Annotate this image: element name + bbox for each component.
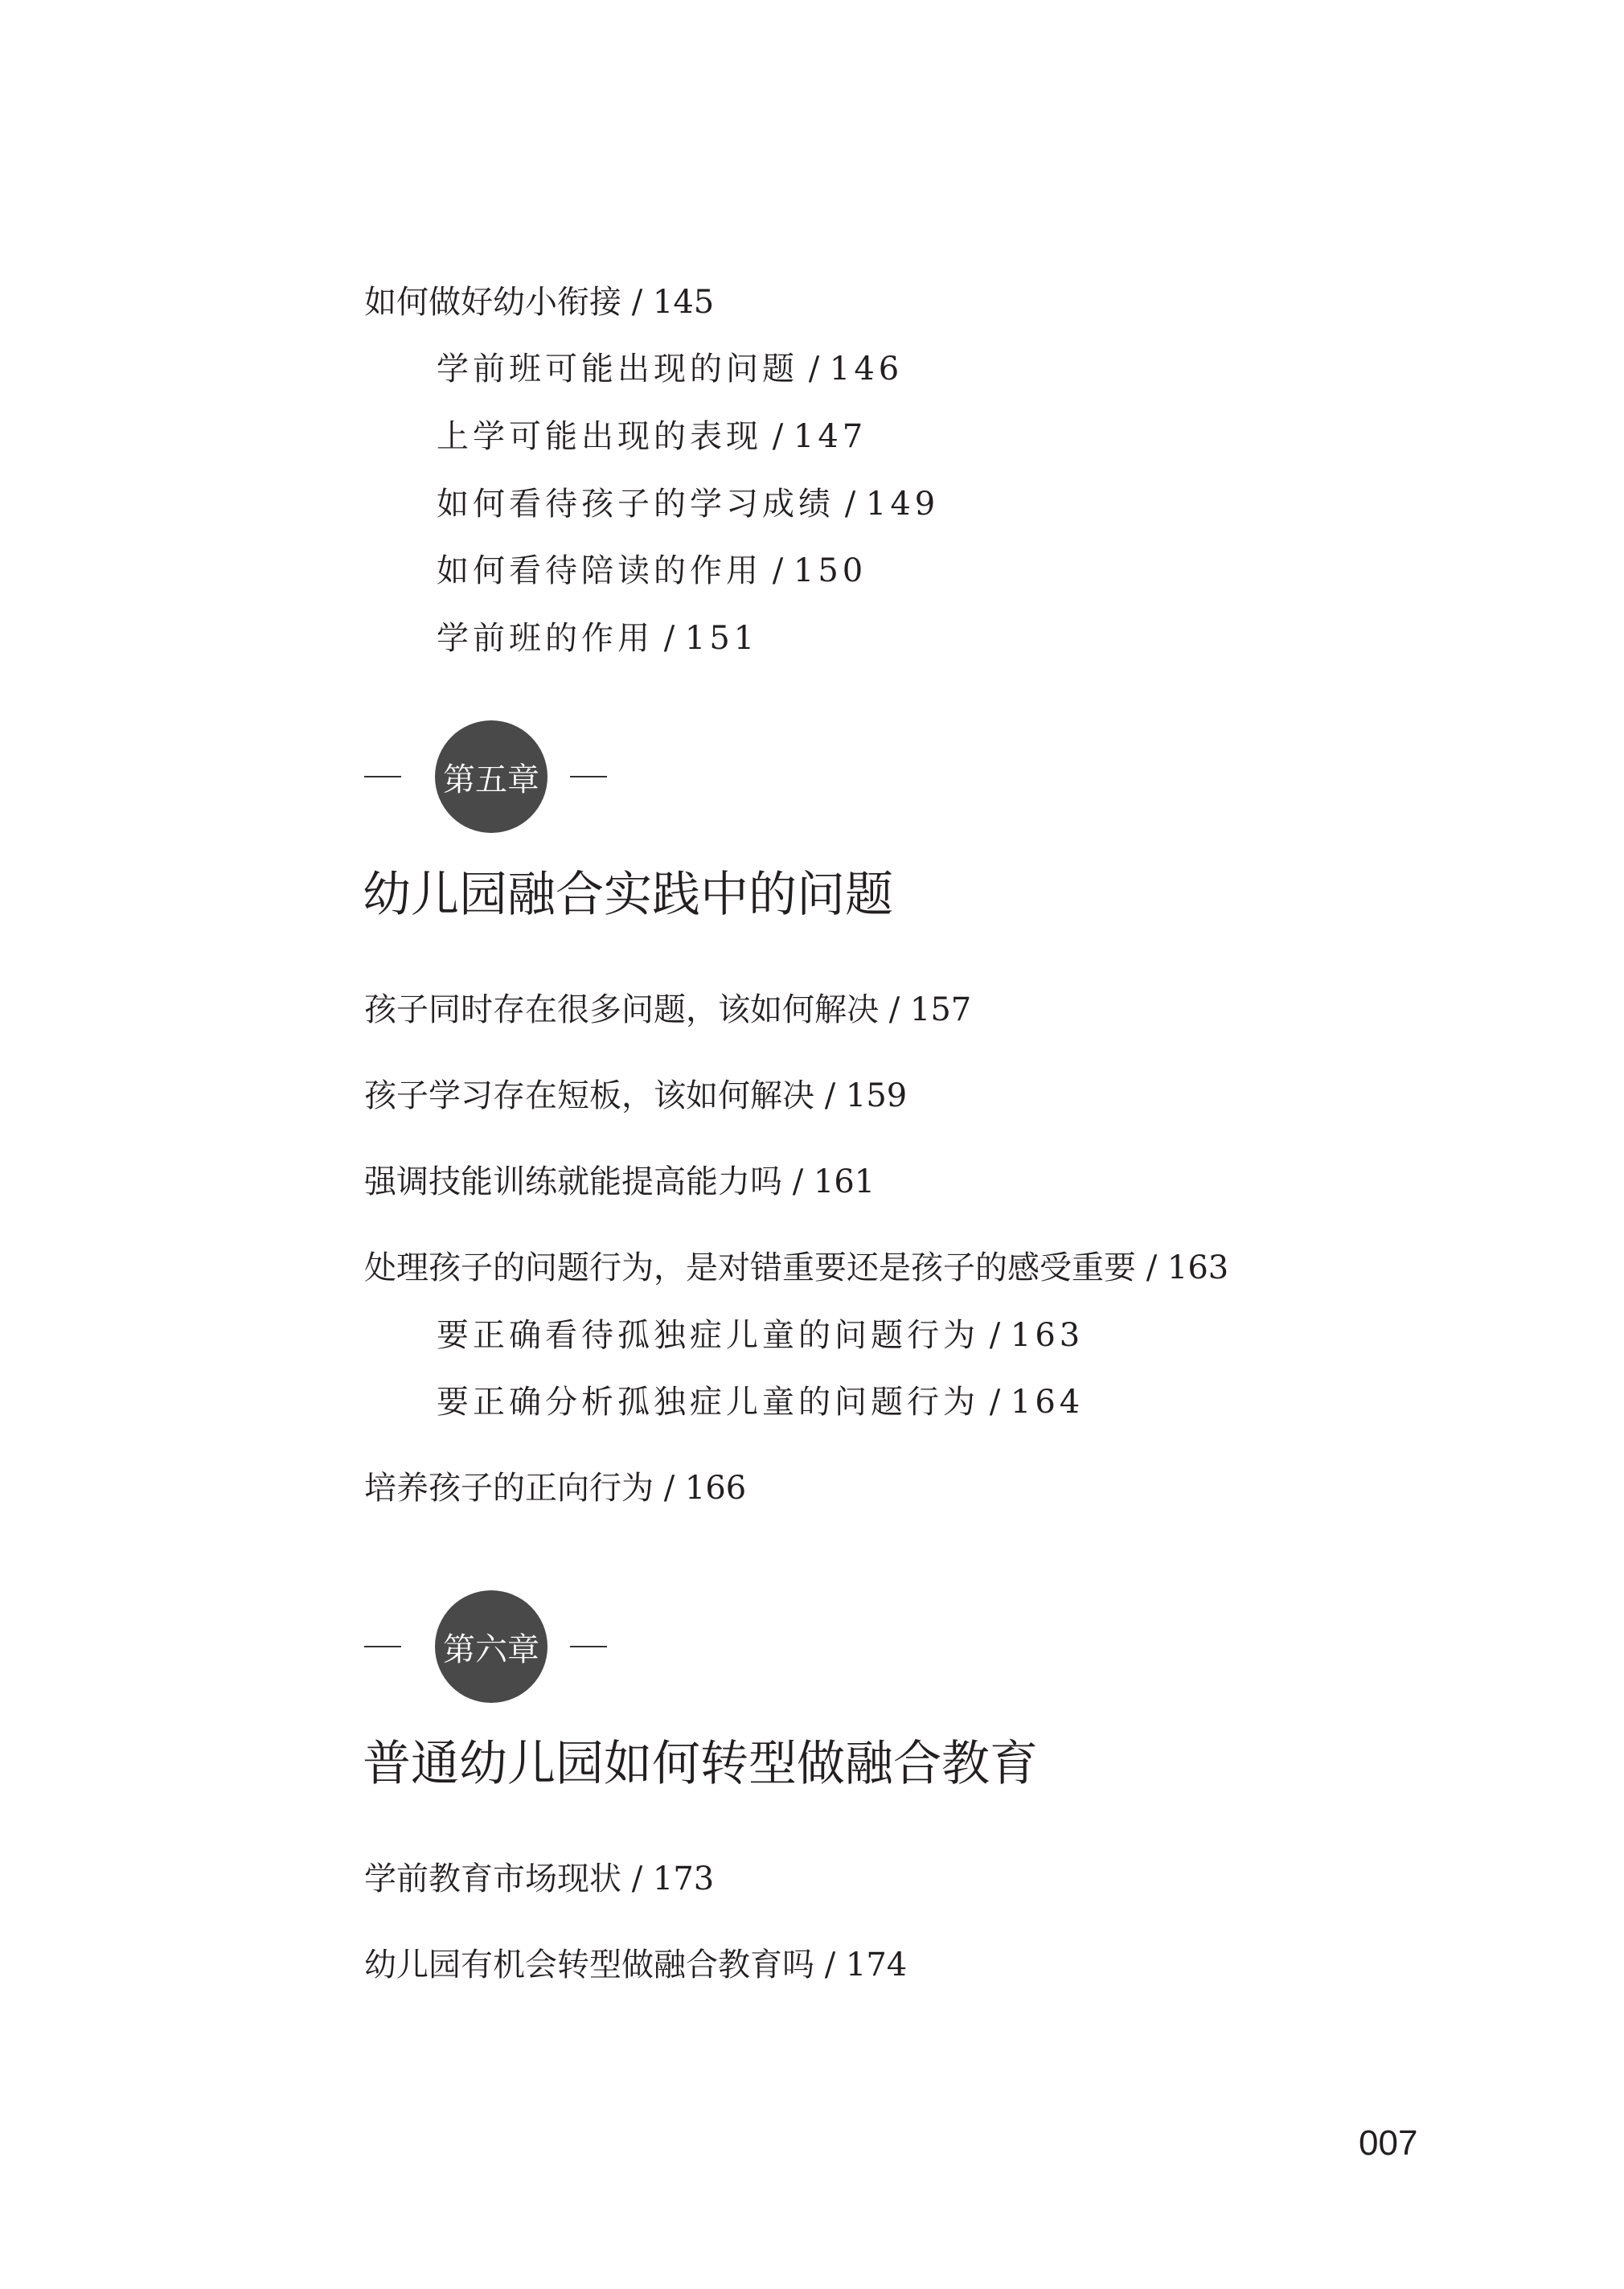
- toc-entry-page: 163: [1167, 1249, 1229, 1286]
- toc-entry-text: 要正确分析孤独症儿童的问题行为: [437, 1384, 979, 1421]
- dash-left: [364, 776, 401, 777]
- toc-entry-text: 如何看待陪读的作用: [437, 552, 762, 589]
- toc-entry-text: 孩子学习存在短板，该如何解决: [364, 1077, 814, 1114]
- chapter-marker: [364, 1590, 607, 1703]
- toc-entry-text: 如何看待孩子的学习成绩: [437, 486, 835, 523]
- chapter-badge: 第六章: [435, 1590, 547, 1703]
- chapter-badge: 第五章: [435, 720, 547, 833]
- chapter-title: 普通幼儿园如何转型做融合教育: [363, 1736, 1038, 1792]
- toc-entry: 如何做好幼小衔接 / 145: [364, 284, 715, 321]
- toc-entry-page: 164: [1010, 1384, 1085, 1421]
- toc-subentry: 如何看待陪读的作用 / 150: [437, 552, 867, 589]
- chapter-marker: [364, 720, 607, 833]
- toc-entry: 孩子学习存在短板，该如何解决 / 159: [364, 1077, 908, 1114]
- toc-entry-text: 培养孩子的正向行为: [364, 1470, 654, 1507]
- toc-entry-text: 学前班的作用: [437, 620, 654, 657]
- toc-entry-text: 处理孩子的问题行为，是对错重要还是孩子的感受重要: [364, 1249, 1136, 1286]
- toc-entry: 幼儿园有机会转型做融合教育吗 / 174: [364, 1946, 908, 1983]
- toc-subentry: 如何看待孩子的学习成绩 / 149: [437, 486, 940, 523]
- toc-entry-text: 学前班可能出现的问题: [437, 351, 798, 388]
- toc-entry-page: 166: [684, 1470, 747, 1507]
- toc-entry-text: 强调技能训练就能提高能力吗: [364, 1163, 782, 1200]
- toc-entry: 处理孩子的问题行为，是对错重要还是孩子的感受重要 / 163: [364, 1249, 1229, 1286]
- toc-subentry: 学前班可能出现的问题 / 146: [437, 351, 904, 388]
- toc-entry-page: 173: [652, 1860, 715, 1897]
- toc-subentry: 要正确看待孤独症儿童的问题行为 / 163: [437, 1317, 1085, 1354]
- toc-entry-text: 如何做好幼小衔接: [364, 284, 621, 321]
- toc-entry-page: 150: [793, 552, 867, 589]
- dash-right: [570, 776, 607, 777]
- toc-entry: 孩子同时存在很多问题，该如何解决 / 157: [364, 991, 972, 1028]
- dash-left: [364, 1646, 401, 1647]
- toc-subentry: 上学可能出现的表现 / 147: [437, 418, 867, 455]
- dash-right: [570, 1646, 607, 1647]
- toc-subentry: 要正确分析孤独症儿童的问题行为 / 164: [437, 1384, 1085, 1421]
- toc-entry-page: 146: [829, 351, 904, 388]
- toc-entry-text: 孩子同时存在很多问题，该如何解决: [364, 991, 879, 1028]
- toc-entry: 培养孩子的正向行为 / 166: [364, 1470, 747, 1507]
- toc-entry-text: 学前教育市场现状: [364, 1860, 621, 1897]
- toc-entry-page: 174: [845, 1946, 908, 1983]
- toc-entry-page: 157: [909, 991, 972, 1028]
- toc-entry-page: 145: [652, 284, 715, 321]
- toc-entry-text: 要正确看待孤独症儿童的问题行为: [437, 1317, 979, 1354]
- toc-entry: 强调技能训练就能提高能力吗 / 161: [364, 1163, 876, 1200]
- chapter-title: 幼儿园融合实践中的问题: [363, 867, 893, 923]
- toc-entry-text: 上学可能出现的表现: [437, 418, 762, 455]
- toc-entry: 学前教育市场现状 / 173: [364, 1860, 715, 1897]
- toc-subentry: 学前班的作用 / 151: [437, 620, 759, 657]
- toc-entry-page: 161: [813, 1163, 876, 1200]
- page-number: 007: [1359, 2123, 1418, 2163]
- toc-entry-page: 159: [845, 1077, 908, 1114]
- toc-entry-page: 149: [865, 486, 940, 523]
- toc-entry-page: 163: [1010, 1317, 1085, 1354]
- toc-entry-text: 幼儿园有机会转型做融合教育吗: [364, 1946, 814, 1983]
- toc-entry-page: 147: [793, 418, 867, 455]
- toc-entry-page: 151: [684, 620, 759, 657]
